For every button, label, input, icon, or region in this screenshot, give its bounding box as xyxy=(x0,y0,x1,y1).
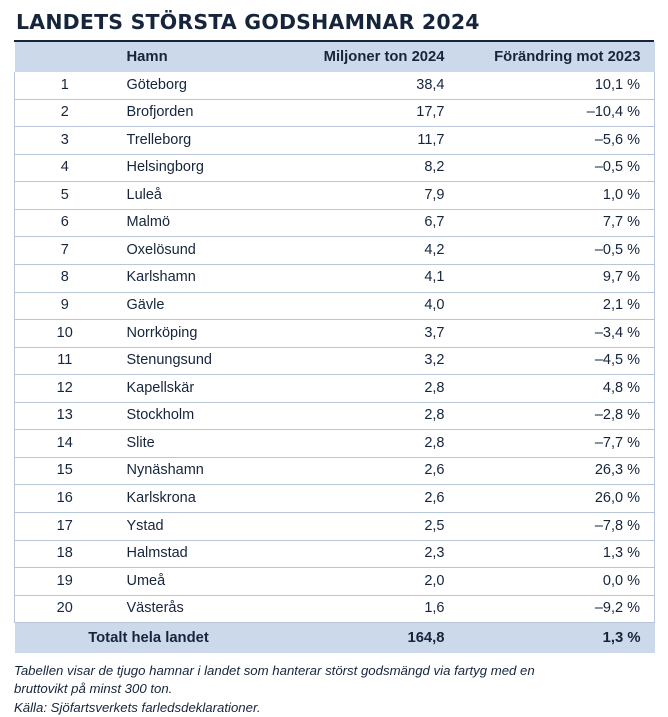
cell-change: –7,8 % xyxy=(469,513,655,541)
cell-rank: 10 xyxy=(15,320,115,348)
cell-tons: 2,3 xyxy=(283,540,469,568)
cell-change: 9,7 % xyxy=(469,264,655,292)
table-row xyxy=(15,127,655,155)
cell-tons: 2,0 xyxy=(283,568,469,596)
cell-rank: 19 xyxy=(15,568,115,596)
cell-change: –9,2 % xyxy=(469,595,655,623)
cell-rank: 5 xyxy=(15,182,115,210)
cell-port: Nynäshamn xyxy=(115,457,283,485)
cell-port: Göteborg xyxy=(115,72,283,99)
table-row xyxy=(15,209,655,237)
page-title: LANDETS STÖRSTA GODSHAMNAR 2024 xyxy=(16,10,480,34)
cell-rank: 16 xyxy=(15,485,115,513)
cell-change: –4,5 % xyxy=(469,347,655,375)
table-row xyxy=(15,540,655,568)
cell-tons: 38,4 xyxy=(283,72,469,99)
cell-change: 7,7 % xyxy=(469,209,655,237)
cell-change: –0,5 % xyxy=(469,154,655,182)
cell-port: Malmö xyxy=(115,209,283,237)
cell-tons: 2,8 xyxy=(283,375,469,403)
cell-tons: 2,5 xyxy=(283,513,469,541)
cell-rank: 6 xyxy=(15,209,115,237)
cell-port: Oxelösund xyxy=(115,237,283,265)
cell-rank: 7 xyxy=(15,237,115,265)
table-row xyxy=(15,513,655,541)
table-row xyxy=(15,430,655,458)
cell-rank: 2 xyxy=(15,99,115,127)
table-row xyxy=(15,264,655,292)
cell-port: Västerås xyxy=(115,595,283,623)
cell-tons: 2,8 xyxy=(283,430,469,458)
footnote-line-2: bruttovikt på minst 300 ton. xyxy=(14,681,173,697)
cell-rank: 18 xyxy=(15,540,115,568)
table-row xyxy=(15,99,655,127)
cell-rank: 11 xyxy=(15,347,115,375)
cell-tons: 7,9 xyxy=(283,182,469,210)
cell-port: Luleå xyxy=(115,182,283,210)
cell-port: Stockholm xyxy=(115,402,283,430)
cell-rank: 4 xyxy=(15,154,115,182)
table-footer xyxy=(15,623,655,654)
cell-port: Trelleborg xyxy=(115,127,283,155)
cell-change: 10,1 % xyxy=(469,72,655,99)
cell-port: Karlskrona xyxy=(115,485,283,513)
table-row xyxy=(15,485,655,513)
cell-tons: 4,2 xyxy=(283,237,469,265)
table-row xyxy=(15,375,655,403)
cell-tons: 4,1 xyxy=(283,264,469,292)
cell-change: –5,6 % xyxy=(469,127,655,155)
total-label: Totalt hela landet xyxy=(15,623,283,654)
column-header-port: Hamn xyxy=(115,42,283,72)
table-row xyxy=(15,457,655,485)
cell-change: –0,5 % xyxy=(469,237,655,265)
footnote-source: Källa: Sjöfartsverkets farledsdeklarationer. xyxy=(14,699,261,715)
cell-tons: 6,7 xyxy=(283,209,469,237)
table-row xyxy=(15,292,655,320)
cell-change: 2,1 % xyxy=(469,292,655,320)
cell-port: Karlshamn xyxy=(115,264,283,292)
table-row xyxy=(15,72,655,99)
cell-port: Kapellskär xyxy=(115,375,283,403)
cell-port: Norrköping xyxy=(115,320,283,348)
cell-tons: 2,6 xyxy=(283,457,469,485)
table-row xyxy=(15,595,655,623)
cell-tons: 2,8 xyxy=(283,402,469,430)
table-row xyxy=(15,568,655,596)
table-row xyxy=(15,320,655,348)
cell-change: –7,7 % xyxy=(469,430,655,458)
cell-tons: 4,0 xyxy=(283,292,469,320)
cell-change: 26,3 % xyxy=(469,457,655,485)
cell-tons: 11,7 xyxy=(283,127,469,155)
table-row xyxy=(15,347,655,375)
column-header-rank xyxy=(15,42,115,72)
cell-port: Helsingborg xyxy=(115,154,283,182)
table-header xyxy=(15,42,655,72)
cell-port: Brofjorden xyxy=(115,99,283,127)
footnote xyxy=(14,662,654,717)
cell-rank: 3 xyxy=(15,127,115,155)
cell-tons: 3,2 xyxy=(283,347,469,375)
column-header-change: Förändring mot 2023 xyxy=(469,42,655,72)
cell-rank: 14 xyxy=(15,430,115,458)
cell-rank: 12 xyxy=(15,375,115,403)
total-tons: 164,8 xyxy=(283,623,469,654)
cell-change: –2,8 % xyxy=(469,402,655,430)
ports-table xyxy=(14,42,655,653)
cell-rank: 8 xyxy=(15,264,115,292)
cell-change: 1,3 % xyxy=(469,540,655,568)
cell-tons: 17,7 xyxy=(283,99,469,127)
cell-change: –10,4 % xyxy=(469,99,655,127)
cell-rank: 13 xyxy=(15,402,115,430)
footnote-line-1: Tabellen visar de tjugo hamnar i landet som hanterar störst godsmängd via fartyg med en xyxy=(14,663,535,679)
cell-port: Halmstad xyxy=(115,540,283,568)
table-row xyxy=(15,237,655,265)
cell-change: 26,0 % xyxy=(469,485,655,513)
cell-port: Umeå xyxy=(115,568,283,596)
cell-rank: 9 xyxy=(15,292,115,320)
table-row xyxy=(15,154,655,182)
cell-rank: 17 xyxy=(15,513,115,541)
cell-rank: 15 xyxy=(15,457,115,485)
cell-change: 1,0 % xyxy=(469,182,655,210)
table-header-row xyxy=(15,42,655,72)
cell-change: 4,8 % xyxy=(469,375,655,403)
table-total-row xyxy=(15,623,655,654)
table-body xyxy=(15,72,655,623)
cell-port: Gävle xyxy=(115,292,283,320)
cell-tons: 1,6 xyxy=(283,595,469,623)
cell-change: 0,0 % xyxy=(469,568,655,596)
table-row xyxy=(15,402,655,430)
cell-port: Ystad xyxy=(115,513,283,541)
table-row xyxy=(15,182,655,210)
total-change: 1,3 % xyxy=(469,623,655,654)
cell-tons: 2,6 xyxy=(283,485,469,513)
cell-tons: 8,2 xyxy=(283,154,469,182)
column-header-tons: Miljoner ton 2024 xyxy=(283,42,469,72)
cell-port: Slite xyxy=(115,430,283,458)
cell-tons: 3,7 xyxy=(283,320,469,348)
cell-port: Stenungsund xyxy=(115,347,283,375)
cell-rank: 1 xyxy=(15,72,115,99)
cell-change: –3,4 % xyxy=(469,320,655,348)
cell-rank: 20 xyxy=(15,595,115,623)
